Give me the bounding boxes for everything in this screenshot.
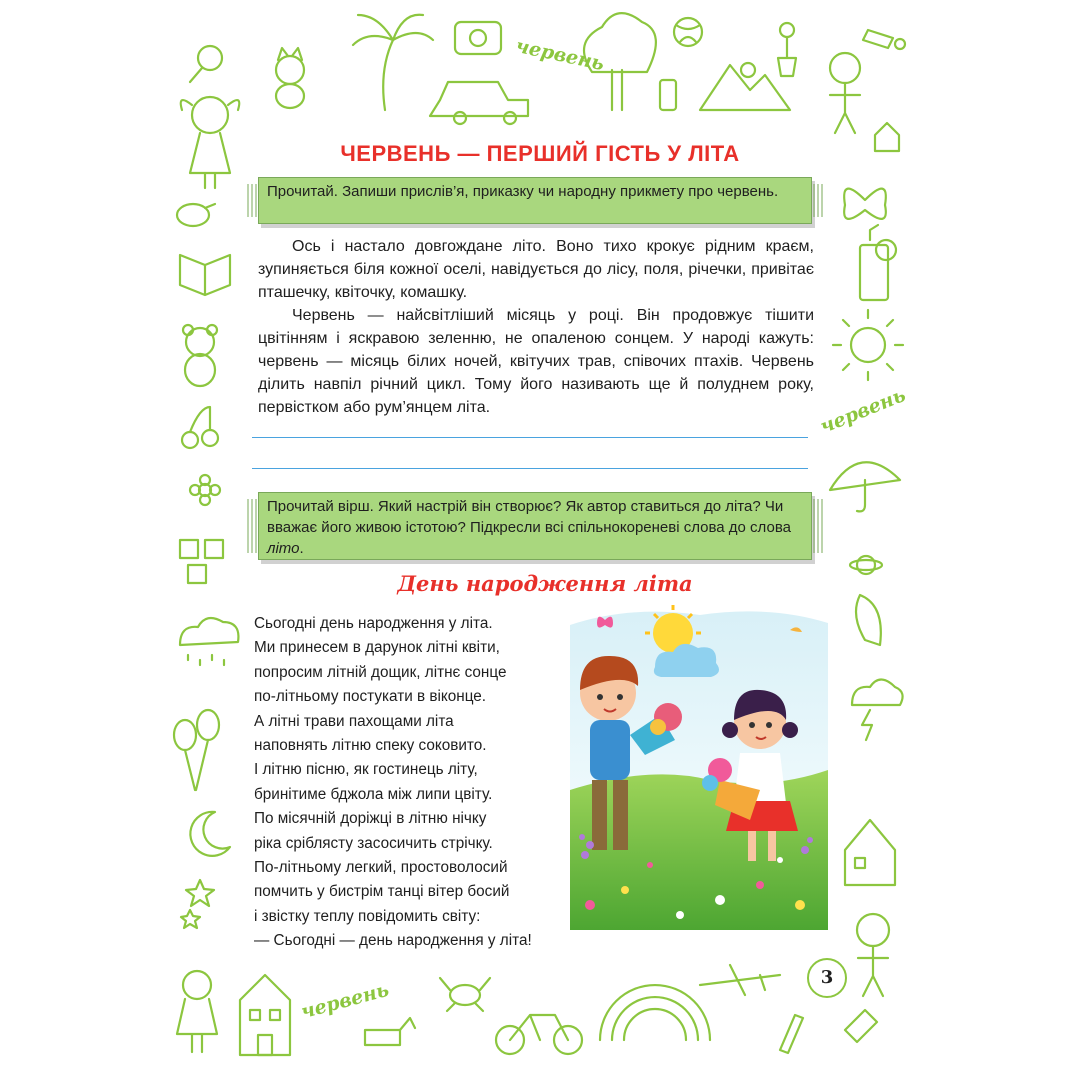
mobile-icon	[660, 80, 676, 110]
airplane-icon	[700, 965, 780, 995]
poem-line: — Сьогодні — день народження у літа!	[254, 932, 532, 950]
decor-word-bottom: червень	[298, 978, 392, 1024]
task2-end: .	[299, 540, 304, 557]
lollipop-icon	[190, 46, 222, 82]
balloons-icon	[174, 710, 219, 790]
poem-line: наповнять літню спеку соковито.	[254, 737, 487, 755]
poem-title: День народження літа	[397, 571, 693, 596]
rocket-icon	[856, 595, 881, 645]
cloud-rain-icon	[180, 618, 238, 665]
cat-icon	[276, 48, 304, 108]
answer-line[interactable]	[252, 468, 808, 469]
poem-line: ріка сріблясту засосичить стрічку.	[254, 834, 493, 852]
umbrella-icon	[830, 462, 900, 511]
lightning-cloud-icon	[852, 680, 903, 741]
crab-icon	[440, 978, 490, 1011]
children-illustration	[570, 605, 828, 930]
cherry-icon	[182, 407, 218, 448]
poem-line: бринітиме бджола між липи цвіту.	[254, 785, 493, 803]
poem-line: А літні трави пахощами літа	[254, 712, 454, 730]
poem-line: Ми принесем в дарунок літні квіти,	[254, 639, 500, 657]
teddy-bear-icon	[183, 325, 217, 386]
page-number: 3	[807, 958, 847, 998]
house-right-icon	[845, 820, 895, 885]
girl-icon	[181, 97, 240, 188]
pencil-icon	[780, 1015, 803, 1053]
sun-icon	[833, 310, 903, 380]
candy-icon	[845, 1010, 877, 1042]
meadow	[570, 770, 828, 930]
poem-line: по-літньому постукати в віконце.	[254, 688, 487, 706]
page-title: ЧЕРВЕНЬ — ПЕРШИЙ ГІСТЬ У ЛІТА	[340, 141, 740, 166]
planet-icon	[850, 556, 882, 574]
princess-icon	[177, 971, 217, 1052]
prose-paragraph: Червень — найсвітліший місяць у році. Він продовжує тішити цвітінням і яскравою зеленню, не опаленою сонцем. У народі кажуть: червень — місяць білих ночей, квітучих трав, співочих птахів. Червень ділить навпіл річний цикл. Тому його називають ще й полуднем року, первістком або рум’янцем літа.	[258, 307, 814, 416]
kid-icon	[830, 53, 860, 133]
decor-word-top: червень	[513, 34, 607, 76]
task-box-1: Прочитай. Запиши прислів’я, приказку чи народну прикмету про червень.	[258, 177, 812, 224]
airplane-toy-icon	[863, 30, 905, 49]
poem-line: По місячній доріжці в літню нічку	[254, 810, 487, 828]
task2-text: Прочитай вірш. Який настрій він створює? Як автор ставиться до літа? Чи вважає його живою істотою? Підкресли всі спільнокореневі слова до слова	[267, 498, 791, 536]
mountain-icon	[700, 63, 790, 110]
bird-icon	[177, 204, 215, 226]
answer-line[interactable]	[252, 437, 808, 438]
task2-emphasis: літо	[267, 540, 300, 557]
blocks-icon	[180, 540, 223, 583]
dog-icon	[365, 1018, 415, 1045]
poem-line: і звістку теплу повідомить світу:	[254, 907, 481, 925]
palm-tree-icon	[353, 15, 433, 110]
poem	[254, 612, 584, 954]
stars-icon	[181, 880, 214, 928]
ball-icon	[674, 18, 702, 46]
task-box-2	[258, 492, 812, 560]
poem-line: По-літньому легкий, простоволосий	[254, 859, 508, 877]
boy-icon	[857, 914, 889, 996]
house-icon	[240, 975, 290, 1055]
flower-pot-icon	[778, 23, 796, 76]
flower-icon	[190, 475, 220, 505]
decor-word-right: червень	[817, 383, 909, 439]
rainbow-icon	[600, 985, 710, 1040]
house-small-icon	[875, 123, 899, 151]
moon-icon	[190, 812, 230, 856]
poem-line: попросим літній дощик, літнє сонце	[254, 663, 507, 681]
poem-line: І літню пісню, як гостинець літу,	[254, 761, 478, 779]
butterfly-icon	[844, 189, 886, 219]
prose-paragraph: Ось і настало довгождане літо. Воно тихо крокує рідним краєм, зупиняється біля кожної оселі, навідується до лісу, поля, річечки, привітає пташечку, квіточку, комашку.	[258, 238, 814, 301]
book-icon	[180, 255, 230, 295]
poem-line: помчить у бистрім танці вітер босий	[254, 883, 510, 901]
bicycle-icon	[496, 1015, 582, 1054]
poem-line: Сьогодні день народження у літа.	[254, 615, 493, 632]
car-icon	[430, 82, 528, 124]
lemonade-icon	[860, 225, 896, 300]
phone-icon	[455, 22, 501, 54]
prose-text	[258, 235, 814, 419]
